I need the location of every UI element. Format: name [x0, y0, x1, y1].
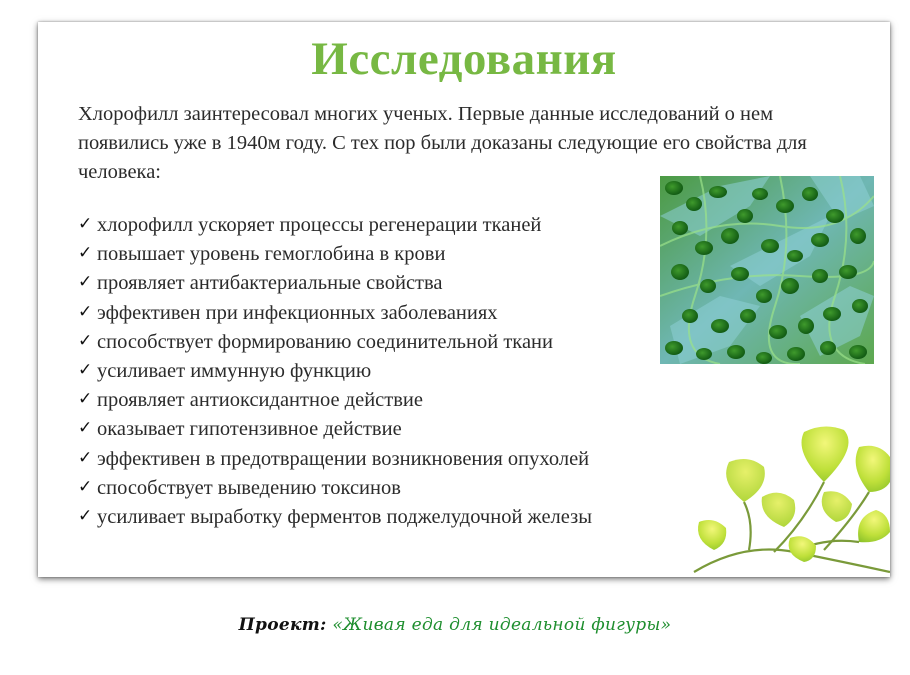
checkmark-icon: ✓ [78, 301, 93, 322]
list-item [78, 327, 592, 356]
list-item-text: проявляет антиоксидантное действие [97, 389, 423, 412]
project-footer [0, 615, 910, 635]
list-item-text: усиливает иммунную функцию [97, 360, 372, 383]
checkmark-icon: ✓ [78, 214, 93, 234]
chloroplast-micrograph [660, 176, 874, 364]
checkmark-icon: ✓ [78, 330, 93, 351]
checkmark-icon: ✓ [78, 272, 93, 293]
ginkgo-leaves-image [654, 422, 890, 577]
intro-paragraph: Хлорофилл заинтересовал многих ученых. Первые данные исследований о нем появились уже в 1940м году. С тех пор были доказаны следующие его свойства для человека: [78, 103, 807, 183]
list-item-text: эффективен при инфекционных заболеваниях [97, 301, 498, 324]
list-item [78, 444, 592, 473]
list-item-text: повышает уровень гемоглобина в крови [97, 243, 446, 266]
properties-list [78, 210, 592, 531]
checkmark-icon: ✓ [78, 447, 93, 468]
checkmark-icon: ✓ [78, 476, 93, 497]
list-item [78, 356, 592, 385]
slide-title: Исследования [311, 33, 617, 85]
list-item-text: хлорофилл ускоряет процессы регенерации тканей [97, 214, 542, 236]
footer-project-name: «Живая еда для идеальной фигуры» [332, 615, 672, 635]
checkmark-icon: ✓ [78, 418, 93, 439]
list-item [78, 502, 592, 531]
list-item [78, 473, 592, 502]
list-item [78, 298, 592, 327]
list-item-text: эффективен в предотвращении возникновения опухолей [97, 447, 590, 470]
checkmark-icon: ✓ [78, 360, 93, 381]
list-item-text: оказывает гипотензивное действие [97, 418, 402, 441]
list-item-text: усиливает выработку ферментов поджелудочной железы [97, 506, 592, 529]
footer-label: Проект: [238, 615, 327, 635]
list-item [78, 414, 592, 443]
list-item [78, 268, 592, 297]
slide [38, 22, 890, 577]
list-item-text: способствует выведению токсинов [97, 476, 401, 499]
list-item [78, 385, 592, 414]
list-item [78, 210, 592, 239]
list-item-text: проявляет антибактериальные свойства [97, 272, 443, 295]
list-item [78, 239, 592, 268]
list-item-text: способствует формированию соединительной ткани [97, 330, 553, 353]
checkmark-icon: ✓ [78, 389, 93, 410]
checkmark-icon: ✓ [78, 506, 93, 527]
checkmark-icon: ✓ [78, 243, 93, 264]
